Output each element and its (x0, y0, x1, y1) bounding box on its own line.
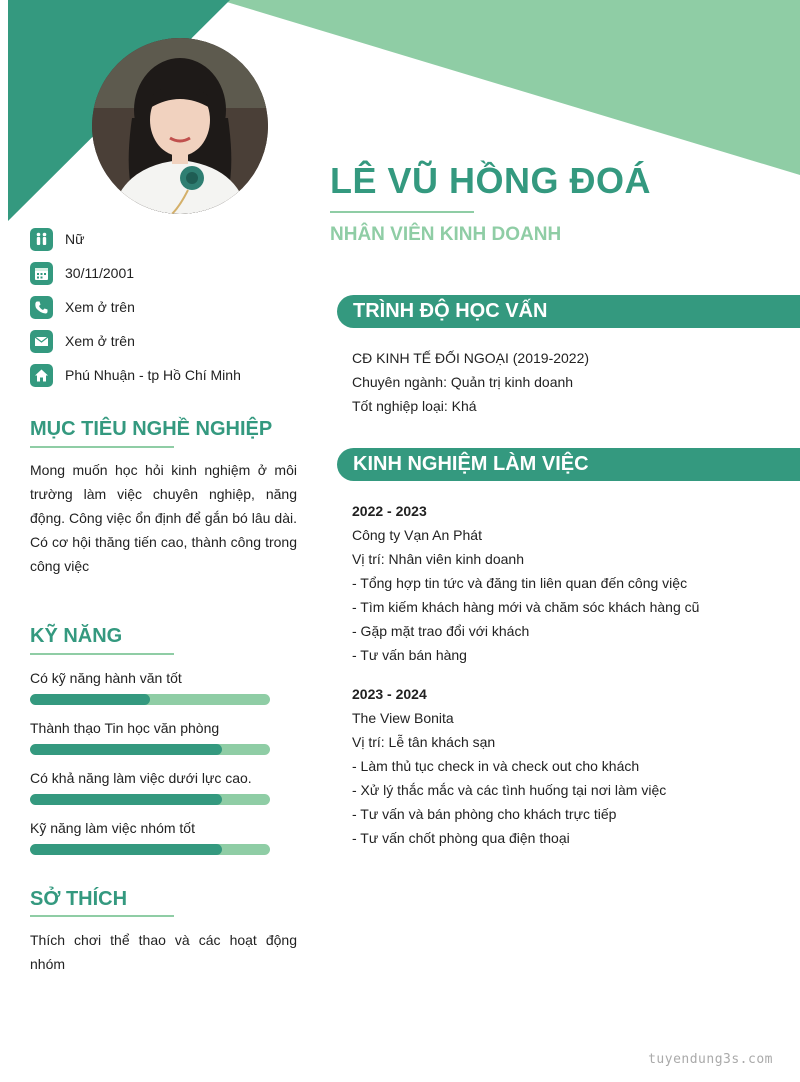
skill-item (30, 718, 270, 755)
skill-label: Kỹ năng làm việc nhóm tốt (30, 820, 195, 836)
phone-icon (30, 296, 53, 319)
email-text: Xem ở trên (65, 333, 135, 349)
education-line: Chuyên ngành: Quản trị kinh doanh (352, 374, 574, 390)
hobbies-underline (30, 915, 174, 917)
job-company: The View Bonita (352, 710, 454, 726)
avatar (92, 38, 268, 214)
experience-banner (337, 448, 800, 481)
experience-job (352, 682, 792, 850)
skill-label: Có khả năng làm việc dưới lực cao. (30, 770, 252, 786)
skill-bar (30, 694, 270, 705)
objective-underline (30, 446, 174, 448)
contact-phone (30, 290, 320, 324)
objective-title: MỤC TIÊU NGHỀ NGHIỆP (30, 418, 273, 440)
skills-title: KỸ NĂNG (30, 625, 123, 647)
hobbies-text: Thích chơi thể thao và các hoạt động nhóm (30, 932, 297, 972)
job-position: Vị trí: Lễ tân khách sạn (352, 734, 496, 750)
skill-item (30, 768, 270, 805)
hobbies-title: SỞ THÍCH (30, 888, 128, 910)
skill-bar (30, 744, 270, 755)
experience-title: KINH NGHIỆM LÀM VIỆC (353, 453, 589, 475)
job-duty: - Tư vấn chốt phòng qua điện thoại (352, 830, 570, 846)
contact-list (30, 222, 320, 392)
education-banner (337, 295, 800, 328)
contact-gender (30, 222, 320, 256)
phone-text: Xem ở trên (65, 299, 135, 315)
job-duty: - Tổng hợp tin tức và đăng tin liên quan đến công việc (352, 575, 688, 591)
contact-birthday (30, 256, 320, 290)
experience-job (352, 499, 792, 667)
skill-label: Thành thạo Tin học văn phòng (30, 720, 220, 736)
watermark: tuyendung3s.com (648, 1052, 773, 1067)
job-position: Vị trí: Nhân viên kinh doanh (352, 551, 524, 567)
skill-item (30, 818, 270, 855)
home-icon (30, 364, 53, 387)
job-company: Công ty Vạn An Phát (352, 527, 482, 543)
contact-address (30, 358, 320, 392)
job-duty: - Làm thủ tục check in và check out cho khách (352, 758, 640, 774)
email-icon (30, 330, 53, 353)
calendar-icon (30, 262, 53, 285)
skill-bar (30, 844, 270, 855)
job-duty: - Tìm kiếm khách hàng mới và chăm sóc khách hàng cũ (352, 599, 700, 615)
job-duty: - Tư vấn và bán phòng cho khách trực tiếp (352, 806, 617, 822)
job-title: NHÂN VIÊN KINH DOANH (330, 224, 562, 245)
job-period: 2022 - 2023 (352, 503, 427, 519)
skill-label: Có kỹ năng hành văn tốt (30, 670, 182, 686)
gender-text: Nữ (65, 231, 85, 247)
skill-bar-fill (30, 844, 222, 855)
skills-underline (30, 653, 174, 655)
education-title: TRÌNH ĐỘ HỌC VẤN (353, 300, 548, 322)
address-text: Phú Nhuận - tp Hồ Chí Minh (65, 367, 241, 383)
education-details (352, 346, 792, 418)
contact-email (30, 324, 320, 358)
birthday-text: 30/11/2001 (65, 265, 135, 281)
job-duty: - Tư vấn bán hàng (352, 647, 467, 663)
candidate-name: LÊ VŨ HỒNG ĐOÁ (330, 160, 652, 201)
objective-text: Mong muốn học hỏi kinh nghiệm ở môi trường làm việc chuyên nghiệp, năng động. Công việc ổn định để gắn bó lâu dài. Có cơ hội thăng tiến cao, thành công trong công việc (30, 462, 297, 574)
job-duty: - Xử lý thắc mắc và các tình huống tại nơi làm việc (352, 782, 667, 798)
gender-icon (30, 228, 53, 251)
job-period: 2023 - 2024 (352, 686, 427, 702)
skill-bar-fill (30, 694, 150, 705)
name-underline (330, 211, 474, 213)
skill-bar (30, 794, 270, 805)
job-duty: - Gặp mặt trao đổi với khách (352, 623, 530, 639)
education-line: CĐ KINH TẾ ĐỐI NGOẠI (2019-2022) (352, 350, 590, 366)
skill-bar-fill (30, 744, 222, 755)
skill-bar-fill (30, 794, 222, 805)
skill-item (30, 668, 270, 705)
education-line: Tốt nghiệp loại: Khá (352, 398, 477, 414)
